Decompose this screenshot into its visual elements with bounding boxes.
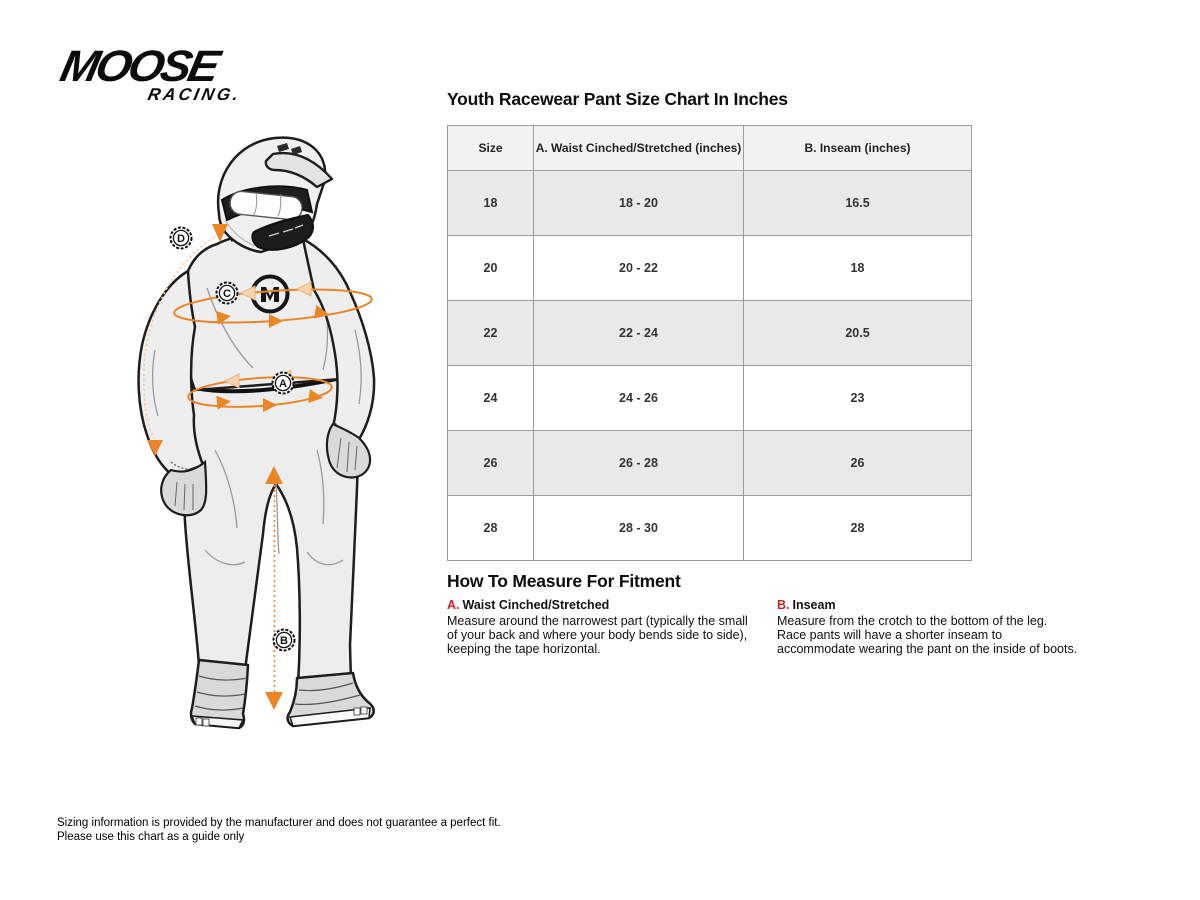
disclaimer-line-2: Please use this chart as a guide only [57, 831, 245, 844]
size-cell: 24 [448, 366, 534, 431]
size-cell: 20 [448, 236, 534, 301]
inseam-cell: 23 [744, 366, 972, 431]
disclaimer-line-1: Sizing information is provided by the manufacturer and does not guarantee a perfect fit. [57, 817, 501, 829]
inseam-cell: 26 [744, 431, 972, 496]
how-to-measure-title: How To Measure For Fitment [447, 571, 681, 591]
svg-text:D: D [177, 233, 185, 245]
size-chart-title: Youth Racewear Pant Size Chart In Inches [447, 89, 788, 109]
waist-cell: 28 - 30 [534, 496, 744, 561]
svg-text:A: A [279, 378, 287, 390]
measure-item-heading [777, 598, 1079, 612]
arrow-down-icon [265, 692, 283, 710]
measure-item-inseam [777, 598, 1079, 656]
measure-item-heading [447, 598, 749, 612]
table-row [448, 301, 972, 366]
disclaimer [57, 816, 501, 845]
size-cell: 28 [448, 496, 534, 561]
measure-description: Measure around the narrowest part (typically the small of your back and where your body bends side to side), keeping the tape horizontal. [447, 614, 748, 657]
measure-letter: B. [777, 598, 790, 612]
rider-helmet [218, 138, 332, 252]
table-row [448, 496, 972, 561]
size-cell: 18 [448, 171, 534, 236]
rider-pants [184, 372, 357, 685]
measure-letter: A. [447, 598, 460, 612]
column-header-size: Size [448, 126, 534, 171]
inseam-cell: 28 [744, 496, 972, 561]
waist-cell: 18 - 20 [534, 171, 744, 236]
svg-text:B: B [280, 635, 288, 647]
measurement-marker-c [217, 283, 238, 304]
table-row [448, 171, 972, 236]
table-row [448, 236, 972, 301]
table-row [448, 366, 972, 431]
size-chart-table [447, 125, 972, 561]
inseam-cell: 18 [744, 236, 972, 301]
size-cell: 22 [448, 301, 534, 366]
logo-moose-text: MOOSE [56, 42, 222, 91]
waist-cell: 20 - 22 [534, 236, 744, 301]
header-row [448, 126, 972, 171]
inseam-cell: 16.5 [744, 171, 972, 236]
measurement-marker-d [171, 228, 192, 249]
waist-cell: 26 - 28 [534, 431, 744, 496]
inseam-cell: 20.5 [744, 301, 972, 366]
rider-illustration-svg [55, 120, 435, 740]
size-cell: 26 [448, 431, 534, 496]
table-row [448, 431, 972, 496]
measure-description: Measure from the crotch to the bottom of the leg. Race pants will have a shorter inseam to accommodate wearing the pant on the inside of boots. [777, 614, 1078, 657]
measure-name: Inseam [792, 598, 836, 612]
waist-cell: 22 - 24 [534, 301, 744, 366]
measure-name: Waist Cinched/Stretched [462, 598, 610, 612]
measure-item-waist [447, 598, 749, 656]
waist-cell: 24 - 26 [534, 366, 744, 431]
measurement-marker-a [273, 373, 294, 394]
measurement-marker-b [274, 630, 295, 651]
rider-measurement-illustration [55, 120, 435, 740]
column-header-waist: A. Waist Cinched/Stretched (inches) [534, 126, 744, 171]
svg-text:C: C [223, 288, 231, 300]
column-header-inseam: B. Inseam (inches) [744, 126, 972, 171]
logo-racing-text: RACING. [146, 84, 243, 104]
moose-racing-logo [56, 42, 249, 105]
